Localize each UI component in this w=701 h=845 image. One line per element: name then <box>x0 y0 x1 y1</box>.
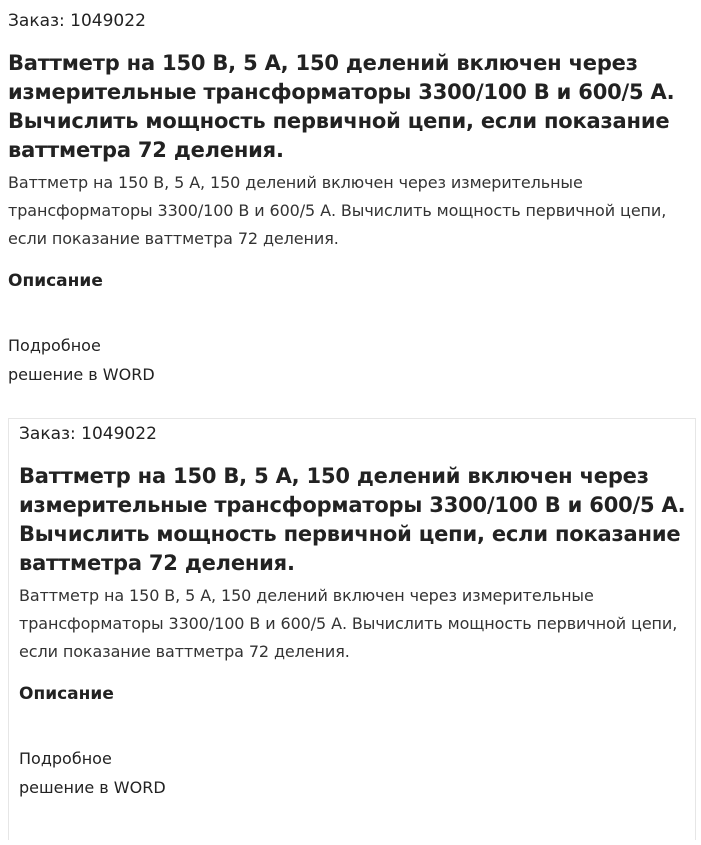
solution-details <box>19 744 219 802</box>
details-line-1: Подробное <box>8 336 101 355</box>
details-line-2: решение в WORD <box>19 778 166 797</box>
order-card-2 <box>8 418 696 840</box>
order-number: Заказ: 1049022 <box>19 424 157 444</box>
task-title: Ваттметр на 150 В, 5 А, 150 делений включен через измерительные трансформаторы 3300/100 В и 600/5 А. Вычислить мощность первичной цепи, если показание ваттметра 72 деления. <box>8 51 675 162</box>
order-number: Заказ: 1049022 <box>8 11 146 31</box>
details-line-2: решение в WORD <box>8 365 155 384</box>
description-heading: Описание <box>19 684 114 704</box>
task-title: Ваттметр на 150 В, 5 А, 150 делений включен через измерительные трансформаторы 3300/100 В и 600/5 А. Вычислить мощность первичной цепи, если показание ваттметра 72 деления. <box>19 464 686 575</box>
order-card-1 <box>8 6 698 389</box>
description-heading: Описание <box>8 271 103 291</box>
details-line-1: Подробное <box>19 749 112 768</box>
task-description: Ваттметр на 150 В, 5 А, 150 делений включен через измерительные трансформаторы 3300/100 В и 600/5 А. Вычислить мощность первичной цепи, если показание ваттметра 72 деления. <box>8 173 667 248</box>
task-description: Ваттметр на 150 В, 5 А, 150 делений включен через измерительные трансформаторы 3300/100 В и 600/5 А. Вычислить мощность первичной цепи, если показание ваттметра 72 деления. <box>19 586 678 661</box>
solution-details <box>8 331 208 389</box>
